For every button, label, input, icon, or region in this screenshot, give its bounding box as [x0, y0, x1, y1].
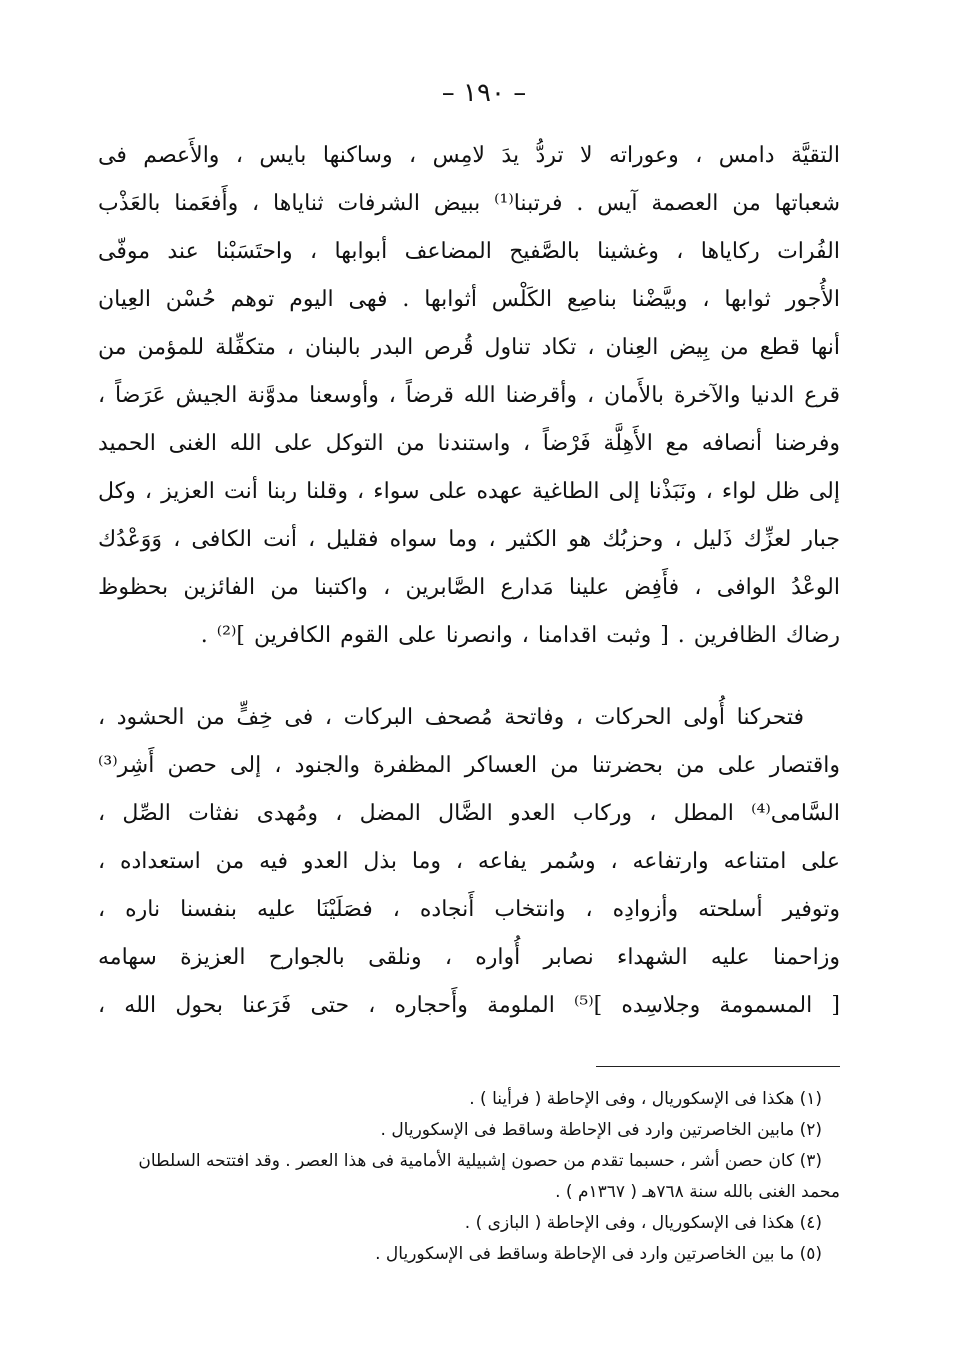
footnote-continuation: محمد الغنى بالله سنة ٧٦٨هـ ( ١٣٦٧م ) .: [555, 1182, 840, 1202]
footnote-divider: [596, 1066, 840, 1067]
text-line: الفُرات ركاياها ، وغشينا بالصَّفيح المضاعف أبوابها ، واحتَسَبْنا عند موفّى: [98, 239, 840, 264]
text-line: الأُجور ثوابها ، وبيَّضْنا بناصِع الكَلْس أثوابها . فهى اليوم توهم حُسْن العِيان: [98, 287, 840, 312]
footnote: (٤) هكذا فى الإسكوريال ، وفى الإحاطة ( البازى ) .: [464, 1213, 822, 1233]
footnote: (٥) ما بين الخاصرتين وارد فى الإحاطة وساقط فى الإسكوريال .: [375, 1244, 822, 1264]
text-line: [ المسمومة وجلاسِده ]⁽⁵⁾ الملومة وأَحجاره ، حتى فَرَعنا بحول الله ،: [98, 993, 840, 1018]
text-line: فتحركنا أُولى الحركات ، وفاتحة مُصحف البركات ، فى خِفٍّ من الحشود ،: [98, 705, 804, 730]
text-line: جبار لعزِّك ذَليل ، وحزبُك هو الكثير ، وما سواه فقليل ، أنت الكافى ، وَوَعْدُك: [98, 527, 840, 552]
footnote: (٢) مابين الخاصرتين وارد فى الإحاطة وساقط فى الإسكوريال .: [380, 1120, 822, 1140]
text-line: الوعْدُ الوافى ، فأَفِض علينا مَدارع الصَّابرين ، واكتبنا من الفائزين بحظوظ: [98, 575, 840, 600]
text-line: شعباتها من العصمة آيس . فرتبنا⁽¹⁾ ببيض الشرفات ثناياها ، وأَفعَمنا بالعَذْب: [98, 191, 840, 216]
text-line: السَّامى⁽⁴⁾ المطل ، وركاب العدو الضَّال المضل ، ومُهدى نفثات الصِّل ،: [98, 801, 840, 826]
footnote: (٣) كان حصن أشر ، حسبما تقدم من حصون إشبيلية الأمامية فى هذا العصر . وقد افتتحه السلطان: [138, 1151, 822, 1171]
text-line: وزاحمنا عليه الشهداء نصابر أُواره ، ونلقى بالجوارح العزيزة سهامه: [98, 945, 840, 970]
text-line: التقيَّة دامس ، وعوراته لا تردُّ يدَ لامِس ، وساكنها بايس ، والأَعصم فى: [98, 143, 840, 168]
text-line: واقتصار على من بحضرتنا من العساكر المظفرة والجنود ، إلى حصن أَشِر⁽³⁾: [98, 753, 840, 778]
text-line: قرع الدنيا والآخرة بالأَمان ، وأقرضنا الله قرضاً ، وأوسعنا مدوَّنة الجيش عَرَضاً ،: [98, 383, 840, 408]
footnotes: [94, 1084, 840, 1270]
text-line: رضاك الظافرين . [ وثبت اقدامنا ، وانصرنا على القوم الكافرين ]⁽²⁾ .: [200, 623, 840, 648]
text-line: وفرضنا أنصافه مع الأَهِلَّة فَرْضاً ، واستندنا من التوكل على الله الغنى الحميد: [98, 431, 840, 456]
footnote: (١) هكذا فى الإسكوريال ، وفى الإحاطة ( فرأينا ) .: [469, 1089, 822, 1109]
text-line: أنها قطع من بِيض العِنان ، تكاد تناول قُرص البدر بالبنان ، متكفِّلة للمؤمن من: [98, 335, 840, 360]
page-number: – ١٩٠ –: [441, 78, 527, 108]
text-line: إلى ظل لواء ، ونَبَذْنا إلى الطاغية عهده على سواء ، وقلنا ربنا أنت العزيز ، وكل: [98, 479, 840, 504]
text-line: على امتناعه وارتفاعه ، وسُمر يفاعه ، وما بذل العدو فيه من استعداده ،: [98, 849, 840, 874]
text-line: وتوفير أسلحته وأزوادِه ، وانتخاب أَنجاده ، فصَلَيْنَا عليه بنفسنا ناره ،: [98, 897, 840, 922]
paragraph-2: [98, 694, 840, 1030]
paragraph-1: [98, 132, 840, 660]
